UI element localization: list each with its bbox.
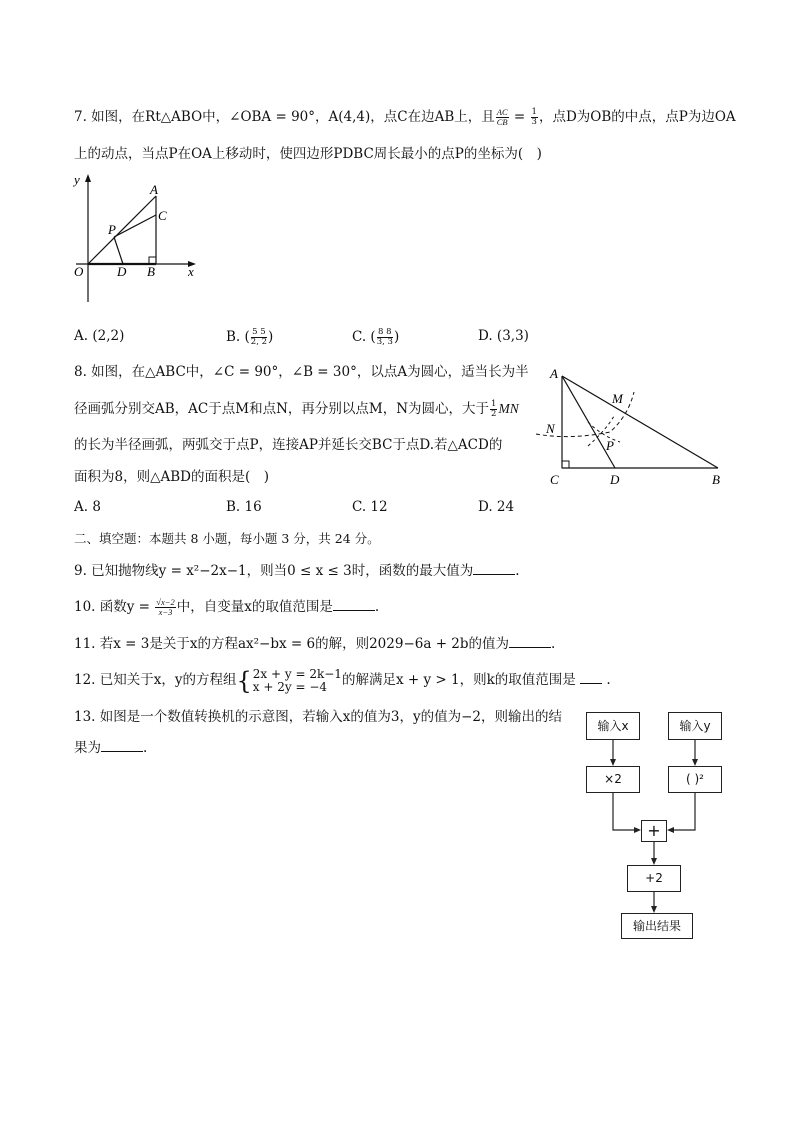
- q7-frac-num: AC: [496, 107, 508, 117]
- q13-box-plus2: +2: [627, 865, 681, 892]
- q9-text: 9. 已知抛物线y = x²−2x−1，则当0 ≤ x ≤ 3时，函数的最大值为: [74, 563, 474, 579]
- q8-choice-b: B. 16: [226, 499, 262, 515]
- q10-den: x−3: [158, 607, 173, 617]
- q12-line: [74, 666, 611, 694]
- q7-frac2-num: 1: [531, 107, 537, 117]
- q7-eq: =: [509, 109, 530, 125]
- q13-line1: 13. 如图是一个数值转换机的示意图，若输入x的值为3，y的值为−2，则输出的结: [74, 709, 562, 725]
- q7-label-y: y: [74, 172, 80, 187]
- q7-line1-text: 7. 如图，在Rt△ABO中，∠OBA = 90°，A(4,4)，点C在边AB上，且: [74, 109, 495, 125]
- q8-line4: 面积为8，则△ABD的面积是( ): [74, 469, 269, 485]
- q8-label-n: N: [546, 421, 555, 436]
- q8-choice-d: D. 24: [478, 499, 515, 515]
- q13-arrowhead-icon: [667, 827, 674, 833]
- q10-line: [74, 597, 379, 617]
- q7-label-b: B: [147, 264, 155, 279]
- q7-label-a: A: [150, 182, 158, 197]
- q8-line2: [74, 400, 519, 419]
- q11-text: 11. 若x = 3是关于x的方程ax²−bx = 6的解，则2029−6a + 2b的值为: [74, 636, 510, 652]
- q7-choice-a: A. (2,2): [74, 328, 125, 344]
- q13-arrowhead-icon: [651, 906, 657, 913]
- q12-system: [253, 668, 342, 694]
- q10-num: √x−2: [156, 597, 175, 607]
- section-2-heading: 二、填空题：本题共 8 小题，每小题 3 分，共 24 分。: [74, 531, 380, 546]
- q7-line1-end: ，点D为OB的中点，点P为边OA: [538, 109, 736, 125]
- q8-label-c: C: [550, 472, 559, 487]
- q7-label-o: O: [74, 264, 84, 279]
- q12-post: 的解满足x + y > 1，则k的取值范围是: [341, 672, 576, 688]
- q7-choice-c-prefix: C. (: [352, 329, 376, 345]
- q8-segment-ab: [562, 376, 718, 468]
- q8-right-angle-mark: [562, 461, 569, 468]
- q12-brace: {: [236, 666, 252, 695]
- q13-end: .: [143, 740, 148, 756]
- q7-choice-b-num: 5 5: [252, 327, 266, 337]
- q8-label-p: P: [606, 438, 614, 453]
- q13-arrowhead-icon: [692, 759, 698, 766]
- q9-line: [74, 561, 520, 580]
- q10-end: .: [374, 599, 380, 615]
- q7-line2: 上的动点，当点P在OA上移动时，使四边形PDBC周长最小的点P的坐标为( ): [74, 146, 542, 162]
- q7-segment-pc: [114, 215, 156, 237]
- q7-label-d: D: [117, 264, 127, 279]
- q10-fraction: [155, 598, 175, 617]
- q13-arrowhead-icon: [651, 858, 657, 865]
- q8-half-num: 1: [491, 399, 497, 409]
- q13-line2: [74, 738, 147, 757]
- q8-label-b: B: [712, 472, 720, 487]
- q7-label-x: x: [188, 264, 194, 279]
- q13-box-output: 输出结果: [621, 913, 693, 939]
- q8-half-fraction: [490, 400, 497, 419]
- q10-pre: 10. 函数y =: [74, 599, 155, 615]
- q7-choice-d: D. (3,3): [478, 328, 529, 344]
- q7-choice-c-frac: [377, 328, 393, 347]
- q13-line2-text: 果为: [74, 740, 101, 756]
- q9-answer-blank: [473, 561, 515, 575]
- q12-eq2: x + 2y = −4: [252, 679, 328, 694]
- q8-choice-a: A. 8: [74, 499, 101, 515]
- q7-choice-c-den: 3, 3: [376, 337, 393, 347]
- q13-arrowhead-icon: [610, 759, 616, 766]
- q7-label-c: C: [158, 208, 167, 223]
- q8-label-d: D: [610, 472, 620, 487]
- q11-answer-blank: [509, 634, 551, 648]
- q12-answer-blank: [580, 670, 602, 684]
- q8-label-a: A: [550, 366, 558, 381]
- q8-figure: [530, 360, 730, 490]
- q7-fraction-ac-cb: [496, 108, 509, 127]
- q8-line2-post: MN: [498, 401, 519, 416]
- q9-end: .: [515, 563, 520, 579]
- q7-choice-b-close: ): [268, 329, 274, 345]
- q7-line1: [74, 108, 736, 127]
- q13-box-input-y: 输入y: [668, 712, 722, 740]
- q8-line3: 的长为半径画弧，两弧交于点P，连接AP并延长交BC于点D.若△ACD的: [74, 437, 503, 453]
- q8-line1: 8. 如图，在△ABC中，∠C = 90°，∠B = 30°，以点A为圆心，适当长为半: [74, 364, 529, 380]
- q8-choice-c: C. 12: [352, 499, 388, 515]
- q7-frac-den: CB: [496, 117, 508, 127]
- q12-pre: 12. 已知关于x，y的方程组: [74, 672, 237, 688]
- q7-label-p: P: [108, 222, 116, 237]
- q7-frac2-den: 3: [531, 117, 537, 127]
- q12-end: .: [606, 672, 611, 688]
- q13-arrowhead-icon: [634, 827, 641, 833]
- q13-arrow-times2-to-plus: [613, 793, 638, 830]
- q13-arrow-square-to-plus: [670, 793, 695, 830]
- q7-choice-b-den: 2, 2: [250, 337, 268, 347]
- q7-choice-b-frac: [251, 328, 267, 347]
- q13-box-square: ( )²: [668, 766, 722, 793]
- q7-choice-b-prefix: B. (: [226, 329, 250, 345]
- q13-box-input-x: 输入x: [586, 712, 640, 740]
- q11-end: .: [551, 636, 556, 652]
- q13-answer-blank: [101, 738, 143, 752]
- q8-arc-from-n: [588, 422, 620, 442]
- q7-choice-b: [226, 328, 273, 347]
- q7-segment-oa: [88, 196, 156, 264]
- q8-half-den: 2: [491, 409, 497, 419]
- q7-choice-c: [352, 328, 399, 347]
- q7-choice-c-num: 8 8: [378, 327, 392, 337]
- q8-label-m: M: [612, 391, 623, 406]
- q7-segment-pd: [114, 237, 123, 264]
- q11-line: [74, 634, 555, 653]
- q13-box-plus: +: [641, 820, 667, 842]
- q7-fraction-1-3: [531, 108, 538, 127]
- q7-figure: [66, 170, 206, 310]
- q12-eq1: 2x + y = 2k−1: [252, 666, 342, 681]
- q13-box-times2: ×2: [586, 766, 640, 793]
- q10-post: 中，自变量x的取值范围是: [176, 599, 333, 615]
- q7-choice-c-close: ): [393, 329, 400, 345]
- q7-y-arrow-icon: [85, 174, 91, 182]
- q8-line2-pre: 径画弧分别交AB，AC于点M和点N，再分别以点M，N为圆心，大于: [74, 401, 490, 417]
- q10-answer-blank: [333, 597, 375, 611]
